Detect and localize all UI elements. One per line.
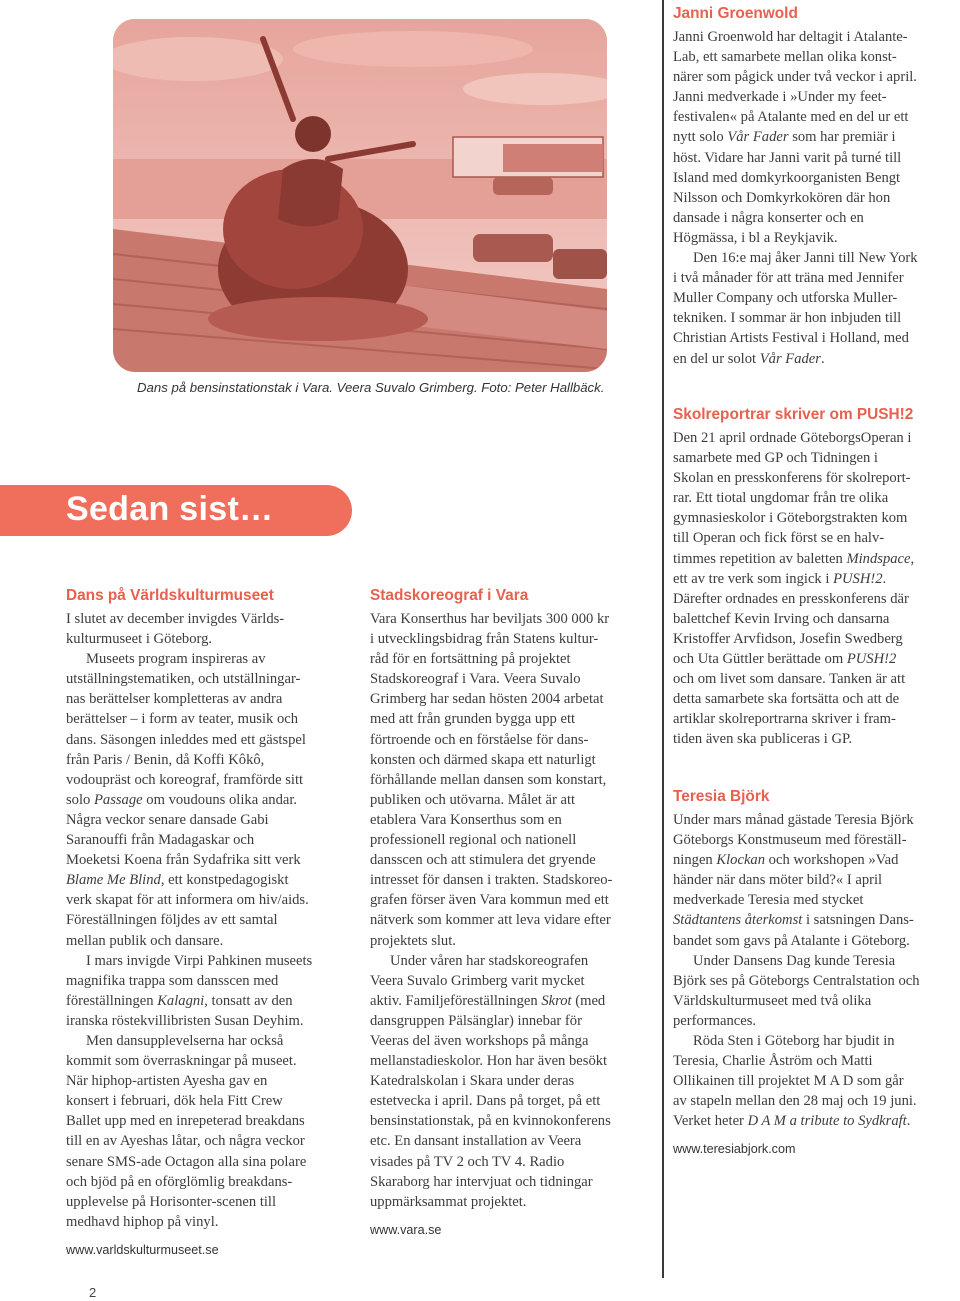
text-line: detta samarbete ska fortsätta och att de	[673, 691, 900, 708]
heading-varldskultur: Dans på Världskulturmuseet	[66, 587, 274, 604]
text-line: Skolan en presskonferens för skolreport-	[673, 470, 911, 487]
text-line: ningen Klockan och workshopen »Vad	[673, 852, 899, 869]
text-line: senare SMS-ade Octagon alla sina polare	[66, 1153, 307, 1170]
text-line: Island med domkyrkoorganisten Bengt	[673, 169, 901, 186]
article-janni	[673, 27, 918, 369]
text-line: timmes repetition av baletten Mindspace,	[673, 550, 915, 567]
text-line: av stapeln mellan den 28 maj och 19 juni.	[673, 1093, 917, 1110]
text-line: dans. Säsongen inleddes med ett gästspel	[66, 731, 306, 748]
section-banner	[0, 485, 352, 536]
text-line: verk skapat för att informera om hiv/aids.	[66, 892, 309, 909]
text-line: iranska röstekvillibristen Susan Deyhim.	[66, 1012, 304, 1029]
column-rule	[662, 0, 664, 1278]
text-line: råd för en fortsättning på projektet	[370, 651, 571, 668]
text-line: intresset för dansen i trakten. Stadskoreo-	[370, 872, 613, 889]
text-line: Christian Artists Festival i Holland, med	[673, 330, 909, 347]
dance-photo	[113, 19, 607, 372]
article-vara	[370, 609, 612, 1212]
text-line: Den 21 april ordnade GöteborgsOperan i	[673, 430, 912, 446]
text-line: Janni medverkade i »Under my feet-	[673, 89, 887, 106]
text-line: Lab, ett samarbete mellan olika konst-	[673, 49, 897, 66]
text-line: aktiv. Familjeföreställningen Skrot (med	[370, 992, 606, 1009]
spacer	[361, 578, 362, 1278]
text-line: Ollikainen till projektet M A D som går	[673, 1073, 904, 1090]
text-line: förhållande mellan dansen som konstart,	[370, 771, 607, 788]
text-line: Björk ses på Göteborgs Centralstation och	[673, 972, 920, 989]
text-line: Göteborgs Konstmuseum med föreställ-	[673, 832, 907, 849]
text-line: bandet som gavs på Atalante i Göteborg.	[673, 932, 910, 949]
text-line: Teresia, Charlie Åström och Matti	[673, 1053, 873, 1070]
text-line: mellan publik och dansare.	[66, 932, 224, 949]
text-line: nas berättelser kompletteras av andra	[66, 691, 283, 708]
text-line: tekniken. I sommar är hon inbjuden till	[673, 310, 902, 327]
text-line: vodoupräst och koreograf, framförde sitt	[66, 771, 304, 788]
text-line: Veeras del även workshops på många	[370, 1032, 589, 1049]
text-line: bensinstationstak, på en kvinnokonferens	[370, 1113, 611, 1130]
text-line: Ballet upp med en inrepeterad breakdans	[66, 1113, 305, 1130]
text-line: Janni Groenwold har deltagit i Atalante-	[673, 29, 908, 45]
link-vara[interactable]: www.vara.se	[370, 1223, 442, 1237]
text-line: medverkade Teresia med stycket	[673, 892, 864, 909]
text-line: Röda Sten i Göteborg har bjudit in	[693, 1033, 895, 1050]
heading-teresia: Teresia Björk	[673, 788, 770, 805]
text-line: och bjöd på en oförglömlig breakdans-	[66, 1173, 293, 1190]
text-line: Grimberg har sedan hösten 2004 arbetat	[370, 691, 604, 708]
text-line: uppmärksammat projektet.	[370, 1193, 527, 1210]
text-line: kulturmuseet i Göteborg.	[66, 631, 213, 648]
text-line: balettchef Kevin Irving och dansarna	[673, 610, 890, 627]
dance-photo-image	[113, 19, 607, 372]
heading-janni: Janni Groenwold	[673, 5, 798, 22]
text-line: publiken och utövarna. Målet är att	[370, 791, 576, 808]
photo-caption: Dans på bensinstationstak i Vara. Veera Suvalo Grimberg. Foto: Peter Hallbäck.	[137, 380, 605, 395]
text-line: dansscen och att stimulera det gryende	[370, 852, 596, 869]
text-line: Under våren har stadskoreografen	[390, 952, 589, 969]
text-line: Världskulturmuseet med två olika	[673, 992, 872, 1009]
text-line: Den 16:e maj åker Janni till New York	[693, 250, 918, 267]
text-line: gymnasieskolor i Göteborgstrakten kom	[673, 510, 908, 527]
text-line: Katedralskolan i Skara under deras	[370, 1073, 575, 1090]
text-line: ett av tre verk som ingick i PUSH!2.	[673, 570, 887, 587]
text-line: mellanstadieskolor. Hon har även besökt	[370, 1053, 608, 1070]
text-line: festivalen« på Atalante med en del ur ett	[673, 109, 909, 126]
banner-title: Sedan sist…	[66, 490, 274, 528]
text-line: I mars invigde Virpi Pahkinen museets	[86, 952, 313, 969]
text-line: nytt solo Vår Fader som har premiär i	[673, 129, 896, 146]
text-line: och om livet som dansare. Tanken är att	[673, 671, 906, 688]
text-line: till en av Ayeshas låtar, och några veckor	[66, 1133, 305, 1150]
text-line: och Uta Güttler berättade om PUSH!2	[673, 651, 897, 668]
text-line: etc. En dansant installation av Veera	[370, 1133, 582, 1150]
text-line: solo Passage om voudouns olika andar.	[66, 791, 298, 808]
text-line: föreställningen Kalagni, tonsatt av den	[66, 992, 293, 1009]
text-line: I slutet av december invigdes Världs-	[66, 611, 285, 627]
text-line: Under mars månad gästade Teresia Björk	[673, 812, 914, 828]
text-line: Veera Suvalo Grimberg varit mycket	[370, 972, 585, 989]
text-line: rar. Ett tiotal ungdomar från tre olika	[673, 490, 889, 507]
text-line: Verket heter D A M a tribute to Sydkraft.	[673, 1113, 911, 1130]
text-line: konsert i februari, dök hela Fitt Crew	[66, 1093, 283, 1110]
text-line: Kristoffer Arvfidson, Josefin Swedberg	[673, 630, 903, 647]
text-line: Stadskoreograf i Vara. Veera Suvalo	[370, 671, 581, 688]
text-line: dansgruppen Pälsänglar) innebar för	[370, 1012, 582, 1029]
text-line: performances.	[673, 1012, 757, 1029]
text-line: projektets slut.	[370, 932, 456, 949]
text-line: upplevelse på Horisonter-scenen till	[66, 1193, 277, 1210]
text-line: professionell regional och nationell	[370, 832, 577, 849]
text-line: Saranouffi från Madagaskar och	[66, 832, 255, 849]
text-line: etablera Vara Konserthus som en	[370, 811, 562, 828]
text-line: i utvecklingsbidrag från Statens kultur-	[370, 631, 599, 648]
heading-push: Skolreportrar skriver om PUSH!2	[673, 406, 914, 423]
text-line: Några veckor senare dansade Gabi	[66, 811, 269, 828]
text-line: Städtantens återkomst i satsningen Dans-	[673, 912, 914, 929]
article-push	[673, 428, 914, 750]
text-line: närer som pågick under två veckor i april.	[673, 69, 917, 86]
text-line: Vara Konserthus har beviljats 300 000 kr	[370, 611, 610, 627]
text-line: förtroende och en förståelse för dans-	[370, 731, 589, 748]
text-line: i två månader för att träna med Jennifer	[673, 270, 904, 287]
article-varldskultur	[66, 609, 312, 1232]
text-line: från Paris / Benin, då Koffi Kôkô,	[66, 751, 265, 768]
text-line: Moeketsi Koena från Sydafrika sitt verk	[66, 852, 301, 869]
text-line: med att från grunden bygga upp ett	[370, 711, 576, 728]
text-line: Men dansupplevelserna har också	[86, 1032, 284, 1049]
article-teresia	[673, 810, 920, 1132]
text-line: kommit som överraskningar på museet.	[66, 1053, 297, 1070]
text-line: grafen förser även Vara kommun med ett	[370, 892, 609, 909]
text-line: visades på TV 2 och TV 4. Radio	[370, 1153, 565, 1170]
text-line: tiden även ska publiceras i GP.	[673, 731, 853, 748]
text-line: berättelser – i form av teater, musik och	[66, 711, 299, 728]
text-line: medhavd hiphop på vinyl.	[66, 1213, 219, 1230]
text-line: samarbete med GP och Tidningen i	[673, 450, 878, 467]
text-line: Skaraborg har intervjuat och tidningar	[370, 1173, 593, 1190]
text-line: Under Dansens Dag kunde Teresia	[693, 952, 896, 969]
text-line: artiklar skolreportrarna skriver i fram-	[673, 711, 896, 728]
text-line: en del ur solot Vår Fader.	[673, 350, 825, 367]
link-teresia[interactable]: www.teresiabjork.com	[673, 1142, 796, 1156]
text-line: Muller Company och utforska Muller-	[673, 290, 898, 307]
text-line: estetvecka i april. Dans på torget, på ett	[370, 1093, 601, 1110]
text-line: Nilsson och Domkyrkokören där hon	[673, 189, 891, 206]
text-line: Föreställningen följdes av ett samtal	[66, 912, 278, 929]
link-varldskultur[interactable]: www.varldskulturmuseet.se	[66, 1243, 219, 1257]
text-line: konsten och därmed skapa ett naturligt	[370, 751, 596, 768]
text-line: Högmässa, i bl a Reykjavik.	[673, 229, 838, 246]
text-line: till Operan och fick först se en halv-	[673, 530, 885, 547]
text-line: magnifika trappa som dansscen med	[66, 972, 279, 989]
text-line: nätverk som kommer att leva vidare efter	[370, 912, 611, 929]
text-line: händer när dans möter bild?« I april	[673, 872, 883, 889]
text-line: höst. Vidare har Janni varit på turné till	[673, 149, 902, 166]
text-line: Därefter ordnades en presskonferens där	[673, 590, 909, 607]
text-line: Museets program inspireras av	[86, 651, 266, 668]
text-line: Blame Me Blind, ett konstpedagogiskt	[66, 872, 289, 889]
heading-vara: Stadskoreograf i Vara	[370, 587, 529, 604]
text-line: dansade i några konserter och en	[673, 209, 864, 226]
page-number: 2	[89, 1285, 97, 1300]
text-line: När hiphop-artisten Ayesha gav en	[66, 1073, 268, 1090]
text-line: utställningstematiken, och utställningar-	[66, 671, 301, 688]
